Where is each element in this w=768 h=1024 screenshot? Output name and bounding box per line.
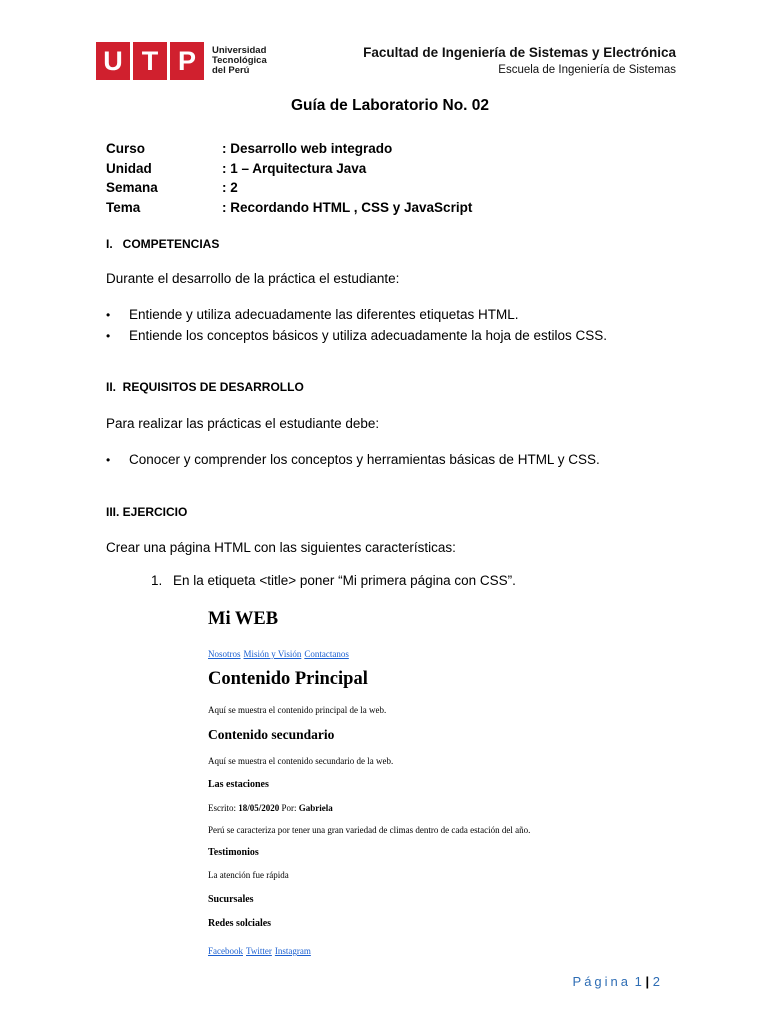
section-heading-requisitos: II. REQUISITOS DE DESARROLLO — [106, 380, 304, 394]
info-row-unidad — [106, 159, 472, 179]
preview-link-twitter[interactable]: Twitter — [246, 946, 272, 956]
preview-nav-link-mision[interactable]: Misión y Visión — [243, 649, 302, 659]
list-item — [106, 325, 607, 346]
total-pages: 2 — [652, 974, 660, 989]
logo-university-name — [212, 46, 267, 76]
info-row-tema — [106, 198, 472, 218]
logo-letter-p: P — [170, 42, 204, 80]
bullet-icon: • — [106, 452, 111, 467]
logo-letter-t: T — [133, 42, 167, 80]
preview-article-heading: Las estaciones — [208, 779, 269, 790]
byline-author: Gabriela — [298, 803, 333, 813]
preview-byline — [208, 803, 333, 813]
preview-site-title: Mi WEB — [208, 609, 279, 629]
preview-article-text: Perú se caracteriza por tener una gran variedad de climas dentro de cada estación del año. — [208, 825, 531, 835]
numbered-item — [151, 573, 516, 588]
preview-testimonial-text: La atención fue rápida — [208, 870, 289, 880]
info-key: Semana — [106, 180, 158, 196]
preview-nav — [208, 644, 352, 662]
preview-branches-heading: Sucursales — [208, 894, 254, 905]
bullet-icon: • — [106, 328, 111, 343]
page-label: Página — [572, 974, 632, 989]
preview-secondary-text: Aquí se muestra el contenido secundario de la web. — [208, 756, 394, 766]
preview-link-instagram[interactable]: Instagram — [274, 946, 311, 956]
ejercicio-intro: Crear una página HTML con las siguientes características: — [106, 540, 456, 555]
preview-link-facebook[interactable]: Facebook — [208, 946, 243, 956]
info-value: : Desarrollo web integrado — [222, 141, 393, 157]
info-row-curso — [106, 139, 472, 159]
preview-nav-link-contactanos[interactable]: Contactanos — [304, 649, 349, 659]
preview-social-heading: Redes solciales — [208, 918, 272, 929]
preview-testimonials-heading: Testimonios — [208, 847, 259, 858]
preview-main-text: Aquí se muestra el contenido principal de la web. — [208, 705, 387, 715]
competencias-intro: Durante el desarrollo de la práctica el estudiante: — [106, 271, 400, 286]
byline-prefix: Escrito: — [208, 803, 239, 813]
section-heading-competencias: I. COMPETENCIAS — [106, 237, 220, 251]
info-key: Tema — [106, 199, 141, 215]
section-heading-ejercicio: III. EJERCICIO — [106, 505, 188, 519]
logo-letter-u: U — [96, 42, 130, 80]
logo-text-line: Tecnológica — [212, 55, 267, 66]
list-item — [106, 449, 600, 470]
logo-text-line: del Perú — [212, 65, 250, 76]
bullet-icon: • — [106, 307, 111, 322]
list-item-text: Entiende los conceptos básicos y utiliza adecuadamente la hoja de estilos CSS. — [129, 328, 608, 343]
requisitos-intro: Para realizar las prácticas el estudiante debe: — [106, 416, 380, 431]
info-key: Curso — [106, 141, 146, 157]
current-page: 1 — [634, 974, 642, 989]
info-value: : Recordando HTML , CSS y JavaScript — [222, 199, 473, 215]
school-name: Escuela de Ingeniería de Sistemas — [498, 64, 676, 76]
info-row-semana — [106, 178, 472, 198]
faculty-name: Facultad de Ingeniería de Sistemas y Electrónica — [363, 45, 676, 60]
preview-nav-link-nosotros[interactable]: Nosotros — [208, 649, 241, 659]
info-value: : 1 – Arquitectura Java — [222, 160, 367, 176]
page-number — [573, 974, 660, 989]
list-item — [106, 304, 607, 325]
course-info — [106, 139, 472, 217]
preview-social-links — [208, 941, 314, 959]
list-item-text: Entiende y utiliza adecuadamente las diferentes etiquetas HTML. — [129, 307, 519, 322]
preview-main-heading: Contenido Principal — [208, 669, 368, 689]
page-separator: | — [645, 974, 650, 989]
info-value: : 2 — [222, 180, 238, 196]
header-institution — [363, 45, 676, 76]
byline-mid: Por: — [279, 803, 299, 813]
competencias-list — [106, 304, 607, 346]
info-key: Unidad — [106, 160, 152, 176]
utp-logo — [96, 42, 267, 80]
document-title: Guía de Laboratorio No. 02 — [290, 97, 490, 114]
byline-date: 18/05/2020 — [238, 803, 280, 813]
item-number: 1. — [151, 573, 163, 588]
logo-text-line: Universidad — [212, 45, 267, 56]
item-text: En la etiqueta <title> poner “Mi primera página con CSS”. — [173, 573, 516, 588]
preview-secondary-heading: Contenido secundario — [208, 727, 335, 742]
list-item-text: Conocer y comprender los conceptos y herramientas básicas de HTML y CSS. — [129, 452, 600, 467]
requisitos-list — [106, 449, 600, 470]
